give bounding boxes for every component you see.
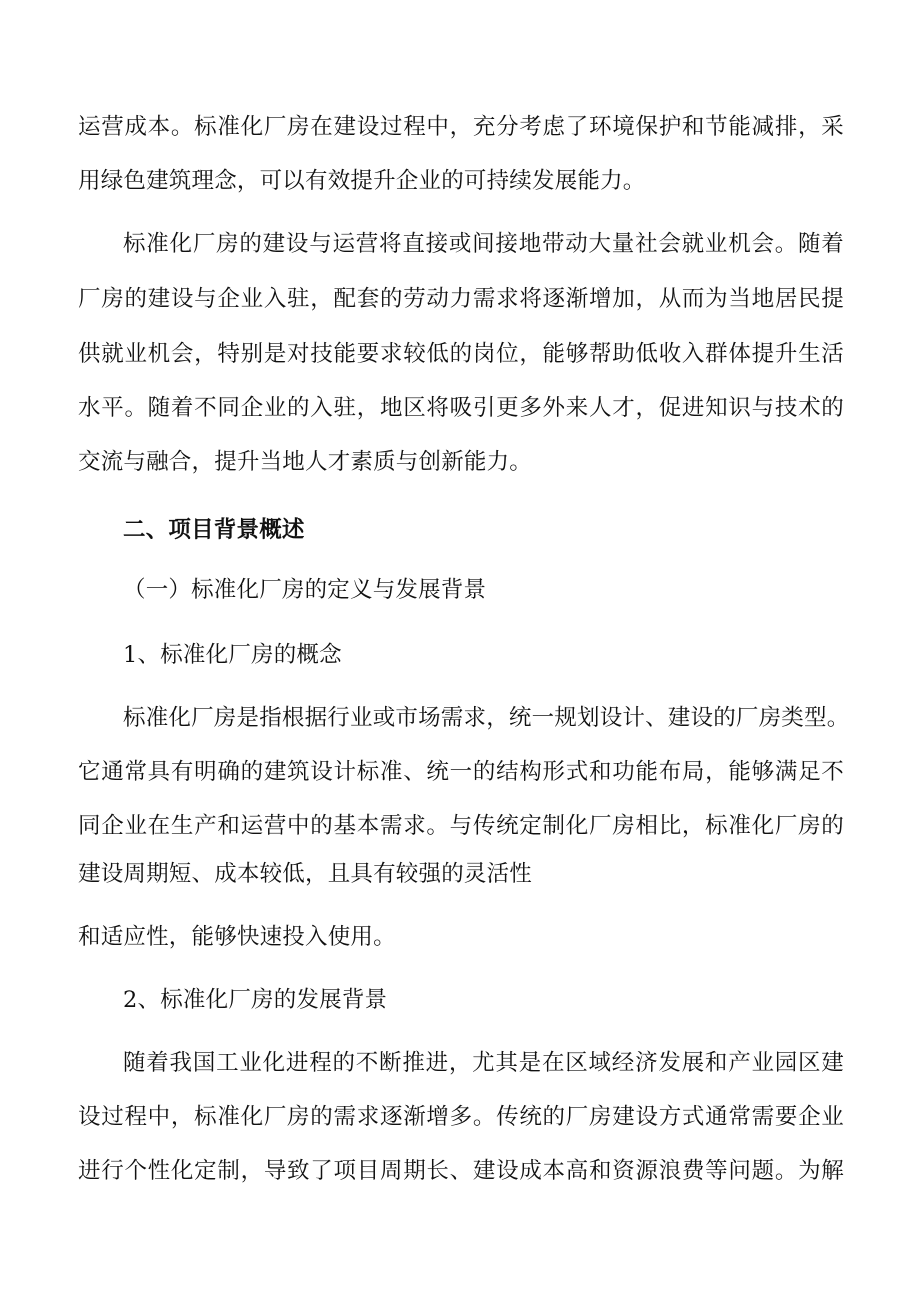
paragraph-line: 厂房的建设与企业入驻，配套的劳动力需求将逐渐增加，从而为当地居民提 xyxy=(78,286,844,312)
paragraph-line: 标准化厂房的建设与运营将直接或间接地带动大量社会就业机会。随着 xyxy=(123,231,844,257)
paragraph-line: 和适应性，能够快速投入使用。 xyxy=(78,924,396,950)
item-heading: 1、标准化厂房的概念 xyxy=(123,642,342,668)
paragraph-line: 交流与融合，提升当地人才素质与创新能力。 xyxy=(78,449,533,475)
paragraph-line: 设过程中，标准化厂房的需求逐渐增多。传统的厂房建设方式通常需要企业 xyxy=(78,1104,844,1130)
paragraph-line: 随着我国工业化进程的不断推进，尤其是在区域经济发展和产业园区建 xyxy=(123,1050,844,1076)
paragraph-line: 运营成本。标准化厂房在建设过程中，充分考虑了环境保护和节能减排，采 xyxy=(78,114,844,140)
paragraph-line: 标准化厂房是指根据行业或市场需求，统一规划设计、建设的厂房类型。 xyxy=(123,705,850,731)
subsection-heading: （一）标准化厂房的定义与发展背景 xyxy=(123,577,487,603)
paragraph-line: 同企业在生产和运营中的基本需求。与传统定制化厂房相比，标准化厂房的 xyxy=(78,813,844,839)
section-heading: 二、项目背景概述 xyxy=(123,517,305,543)
paragraph-line: 用绿色建筑理念，可以有效提升企业的可持续发展能力。 xyxy=(78,168,646,194)
item-heading: 2、标准化厂房的发展背景 xyxy=(123,987,388,1013)
paragraph-line: 建设周期短、成本较低，且具有较强的灵活性 xyxy=(78,861,533,887)
paragraph-line: 进行个性化定制，导致了项目周期长、建设成本高和资源浪费等问题。为解 xyxy=(78,1158,844,1184)
paragraph-line: 水平。随着不同企业的入驻，地区将吸引更多外来人才，促进知识与技术的 xyxy=(78,395,844,421)
paragraph-line: 供就业机会，特别是对技能要求较低的岗位，能够帮助低收入群体提升生活 xyxy=(78,341,844,367)
paragraph-line: 它通常具有明确的建筑设计标准、统一的结构形式和功能布局，能够满足不 xyxy=(78,759,844,785)
